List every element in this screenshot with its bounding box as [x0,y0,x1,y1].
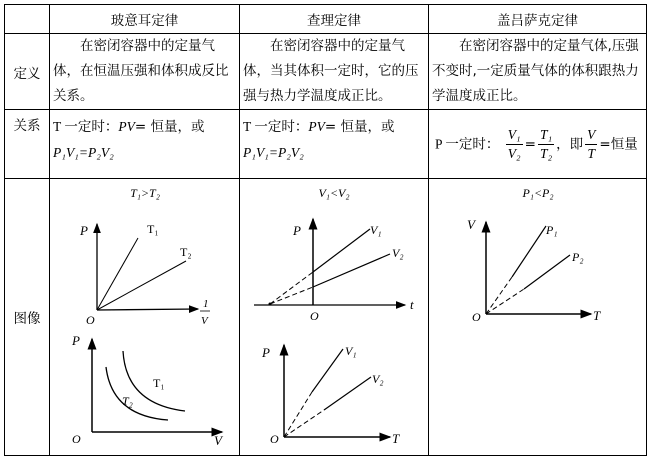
line-label-t1: T₁ [147,222,159,236]
line-label-v1: V₁ [345,344,357,358]
relation-row [5,110,647,179]
relation-boyle-formula: PV [118,119,135,134]
curve-label-t1: T₁ [153,376,165,390]
relation-charles-equation: P₁V₁=P₂V₂ [243,145,304,160]
row-label-graphs: 图像 [5,179,50,456]
line-label-p2: P₂ [572,250,584,264]
axis-label-p: P [80,223,88,238]
curve-label-t2: T₂ [122,394,133,408]
header-gay-lussac-law: 盖吕萨克定律 [429,5,647,34]
row-label-relation: 关系 [5,110,50,179]
relation-charles [240,110,429,179]
relation-boyle-suffix: = 恒量，或 [134,119,205,135]
line-label-p1: P₁ [546,223,558,237]
charles-condition: V₁<V₂ [318,186,350,200]
line-label-t2: T₂ [180,245,192,259]
axis-label-T: T [392,431,400,446]
line-label-v2: V₂ [392,246,404,260]
definition-row [5,34,647,110]
boyle-condition: T₁>T₂ [130,186,160,200]
axis-label-v: V [467,217,475,232]
axis-label-T: T [593,308,601,323]
header-boyle-law: 玻意耳定律 [50,5,240,34]
line-label-v2: V₂ [372,372,384,386]
charles-p-T-graph [261,344,400,446]
boyle-p-v-graph [71,333,224,448]
relation-boyle-equation: P₁V₁=P₂V₂ [53,145,114,160]
axis-label-p: P [293,223,301,238]
axis-label-1-over-v-num: 1 [203,298,209,310]
relation-boyle-prefix: T 一定时： [53,119,119,134]
relation-gay-lussac [429,110,647,179]
charles-graphs-svg [240,179,429,455]
frac-denominator: V₂ [507,145,521,161]
axis-label-1-over-v-den: V [201,315,208,327]
relation-charles-formula: PV [308,119,325,134]
frac-denominator: T₂ [539,145,553,161]
axis-label-p: P [262,345,270,360]
relation-charles-prefix: T 一定时： [243,119,309,134]
origin-label: O [86,313,95,327]
relation-boyle [50,110,240,179]
frac-denominator: T [587,145,596,161]
graphs-boyle [50,179,240,456]
gay-lussac-condition: P₁<P₂ [522,186,554,200]
fraction-v1-v2 [506,126,523,163]
axis-label-p: P [72,333,80,348]
frac-numerator: V₁ [506,126,523,145]
charles-p-t-graph [254,219,414,323]
fraction-v-t [585,126,597,163]
relation-charles-suffix: = 恒量，或 [324,119,395,135]
relation-gl-mid: ，即 [556,136,584,152]
relation-gl-prefix: P 一定时： [435,136,500,151]
header-charles-law: 查理定律 [240,5,429,34]
relation-gl-suffix: =恒量 [599,136,638,152]
gas-laws-table [4,4,647,456]
header-corner [5,5,50,34]
boyle-p-inverse-v-graph [79,222,210,327]
boyle-graphs-svg [50,179,240,455]
axis-label-t: t [410,297,414,312]
frac-numerator: V [585,126,597,145]
graphs-charles [240,179,429,456]
equals-sign: = [524,136,536,152]
gay-lussac-graph-svg [429,179,647,455]
gay-lussac-v-T-graph [467,217,601,324]
origin-label: O [472,310,481,324]
definition-charles: 在密闭容器中的定量气体，当其体积一定时，它的压强与热力学温度成正比。 [240,34,429,110]
origin-label: O [72,432,81,446]
definition-gay-lussac: 在密闭容器中的定量气体,压强不变时,一定质量气体的体积跟热力学温度成正比。 [429,34,647,110]
frac-numerator: T₁ [538,126,554,145]
header-row [5,5,647,34]
line-label-v1: V₁ [370,223,382,237]
graphs-row [5,179,647,456]
row-label-definition: 定义 [5,34,50,110]
axis-label-v: V [214,433,222,448]
definition-boyle: 在密闭容器中的定量气体，在恒温压强和体积成反比关系。 [50,34,240,110]
graphs-gay-lussac [429,179,647,456]
origin-label: O [270,432,279,446]
fraction-t1-t2 [538,126,554,163]
origin-label: O [310,309,319,323]
